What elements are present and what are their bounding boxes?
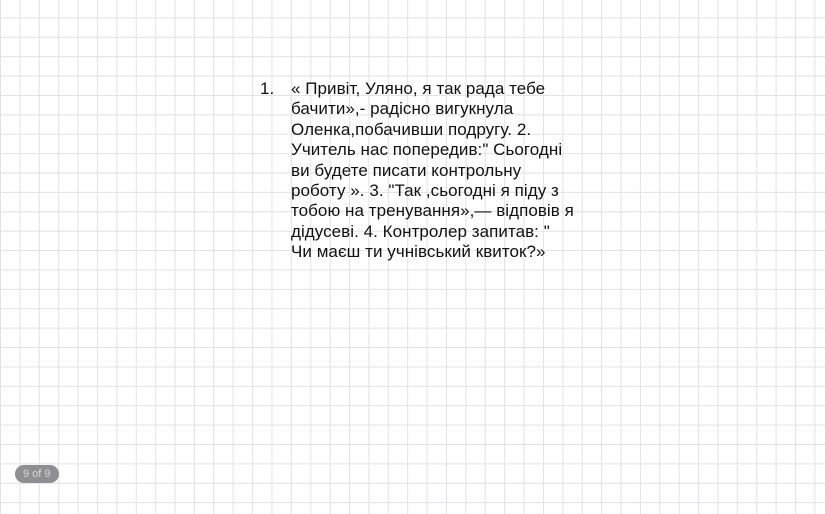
- text-line: Чи маєш ти учнівський квиток?»: [291, 242, 546, 262]
- text-line: дідусеві. 4. Контролер запитав: ": [291, 221, 550, 241]
- numbered-list-item: [260, 79, 580, 263]
- text-line: Оленка,побачивши подругу. 2.: [291, 119, 532, 139]
- note-text-block[interactable]: [260, 79, 580, 263]
- text-line: тобою на тренування»,— відповів я: [291, 201, 574, 221]
- text-line: « Привіт, Уляно, я так рада тебе: [291, 79, 546, 98]
- text-line: роботу ». 3. "Так ,сьогодні я піду з: [291, 181, 559, 201]
- list-number: 1.: [260, 79, 275, 98]
- page-indicator: 9 of 9: [15, 465, 59, 483]
- text-line: Учитель нас попередив:" Сьогодні: [291, 140, 563, 160]
- text-line: ви будете писати контрольну: [291, 160, 522, 180]
- list-item-text: [291, 79, 580, 263]
- text-line: бачити»,- радісно вигукнула: [291, 99, 514, 119]
